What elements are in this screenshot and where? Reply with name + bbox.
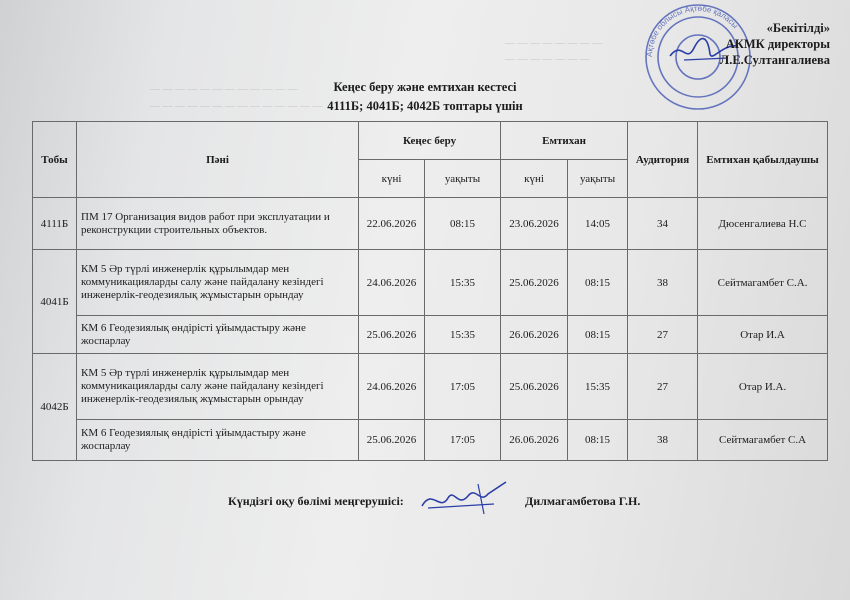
- subject-cell: КМ 6 Геодезиялық өндірісті ұйымдастыру және жоспарлау: [77, 420, 359, 461]
- header-exam: Емтихан: [501, 122, 628, 160]
- subject-cell: КМ 5 Әр түрлі инженерлік құрылымдар мен коммуникацияларды салу және пайдалану кезіндегі инженерлік-геодезиялық жұмыстарын орындау: [77, 250, 359, 316]
- table-row: [33, 354, 828, 420]
- examiner-cell: Отар И.А.: [698, 354, 828, 420]
- header-room: Аудитория: [628, 122, 698, 198]
- consult-time-cell: 15:35: [425, 250, 501, 316]
- table-row: [33, 420, 828, 461]
- consult-date-cell: 22.06.2026: [359, 198, 425, 250]
- examiner-cell: Дюсенгалиева Н.С: [698, 198, 828, 250]
- header-subject: Пәні: [77, 122, 359, 198]
- header-consult-time: уақыты: [425, 160, 501, 198]
- subject-cell: ПМ 17 Организация видов работ при эксплуатации и реконструкции строительных объектов.: [77, 198, 359, 250]
- group-cell: 4042Б: [33, 354, 77, 461]
- table-row: [33, 198, 828, 250]
- consult-time-cell: 08:15: [425, 198, 501, 250]
- consult-time-cell: 17:05: [425, 420, 501, 461]
- consult-time-cell: 17:05: [425, 354, 501, 420]
- room-cell: 38: [628, 420, 698, 461]
- schedule-table: [32, 121, 828, 461]
- exam-time-cell: 08:15: [568, 420, 628, 461]
- exam-date-cell: 25.06.2026: [501, 250, 568, 316]
- subject-cell: КМ 6 Геодезиялық өндірісті ұйымдастыру және жоспарлау: [77, 316, 359, 354]
- footer-label: Күндізгі оқу бөлімі меңгерушісі:: [228, 494, 404, 508]
- room-cell: 27: [628, 316, 698, 354]
- room-cell: 34: [628, 198, 698, 250]
- group-cell: 4111Б: [33, 198, 77, 250]
- bleed-through-text: — — — — — — — — — — — —: [150, 84, 298, 95]
- header-consult: Кеңес беру: [359, 122, 501, 160]
- exam-time-cell: 08:15: [568, 250, 628, 316]
- seal-text: Ақтөбе облысы Ақтөбе қаласы: [644, 3, 740, 58]
- exam-date-cell: 25.06.2026: [501, 354, 568, 420]
- document-subtitle: 4111Б; 4041Б; 4042Б топтары үшін: [327, 99, 523, 113]
- exam-time-cell: 14:05: [568, 198, 628, 250]
- approval-position: АКМК директоры: [725, 37, 830, 51]
- header-examiner: Емтихан қабылдаушы: [698, 122, 828, 198]
- header-consult-date: күні: [359, 160, 425, 198]
- subject-cell: КМ 5 Әр түрлі инженерлік құрылымдар мен коммуникацияларды салу және пайдалану кезіндегі инженерлік-геодезиялық жұмыстарын орындау: [77, 354, 359, 420]
- header-exam-date: күні: [501, 160, 568, 198]
- group-cell: 4041Б: [33, 250, 77, 354]
- consult-date-cell: 24.06.2026: [359, 250, 425, 316]
- exam-time-cell: 15:35: [568, 354, 628, 420]
- header-group: Тобы: [33, 122, 77, 198]
- examiner-cell: Сейтмагамбет С.А.: [698, 250, 828, 316]
- approval-block: [720, 20, 830, 68]
- room-cell: 38: [628, 250, 698, 316]
- footer-name: Дилмагамбетова Г.Н.: [525, 494, 641, 508]
- table-row: [33, 250, 828, 316]
- consult-time-cell: 15:35: [425, 316, 501, 354]
- head-signature-icon: [418, 478, 510, 518]
- consult-date-cell: 25.06.2026: [359, 420, 425, 461]
- exam-date-cell: 26.06.2026: [501, 316, 568, 354]
- document-title: Кеңес беру және емтихан кестесі: [333, 80, 517, 94]
- bleed-through-text: — — — — — — —: [505, 54, 590, 65]
- bleed-through-text: — — — — — — — —: [505, 38, 603, 49]
- exam-date-cell: 23.06.2026: [501, 198, 568, 250]
- consult-date-cell: 25.06.2026: [359, 316, 425, 354]
- exam-date-cell: 26.06.2026: [501, 420, 568, 461]
- approval-heading: «Бекітілді»: [766, 21, 830, 35]
- examiner-cell: Сейтмагамбет С.А: [698, 420, 828, 461]
- bleed-through-text: — — — — — — — — — — — — — —: [150, 101, 323, 112]
- header-exam-time: уақыты: [568, 160, 628, 198]
- room-cell: 27: [628, 354, 698, 420]
- table-row: [33, 316, 828, 354]
- examiner-cell: Отар И.А: [698, 316, 828, 354]
- exam-time-cell: 08:15: [568, 316, 628, 354]
- consult-date-cell: 24.06.2026: [359, 354, 425, 420]
- approval-name: Л.Е.Султангалиева: [719, 53, 830, 67]
